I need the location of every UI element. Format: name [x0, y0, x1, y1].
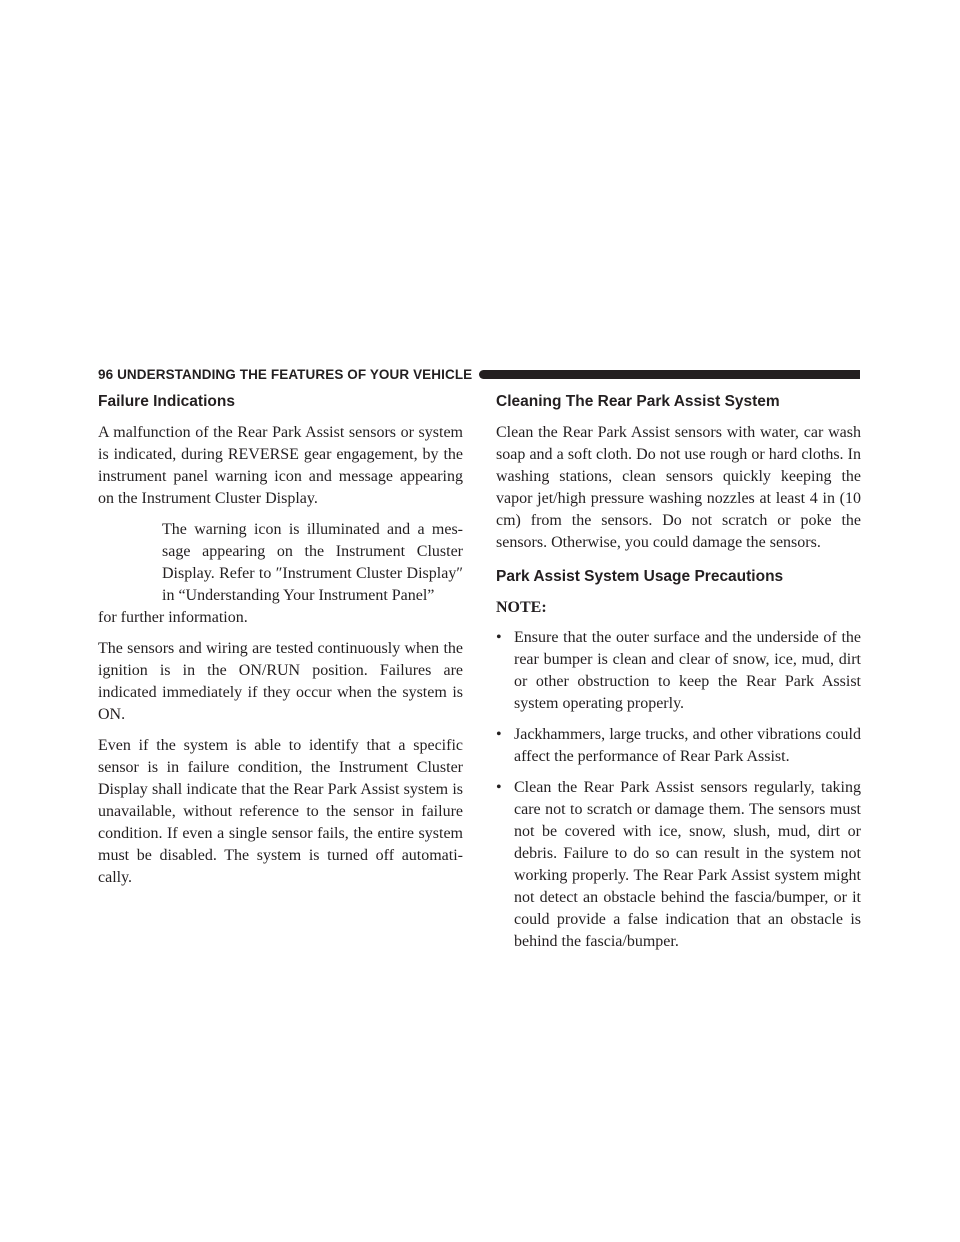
left-column [98, 392, 463, 898]
warning-icon-text-tail: for further information. [98, 609, 248, 626]
paragraph-warning-icon [98, 519, 463, 629]
list-item-text: Jackhammers, large trucks, and other vibrations could affect the performance of Rear Park Assist. [514, 726, 861, 765]
bullet-icon: • [496, 629, 502, 646]
warning-icon-text: The warning icon is illuminated and a mes-sage appearing on the Instrument Cluster Display. Refer to ″Instrument Cluster Display″ in “Understanding Your Instrument Panel” [162, 521, 463, 604]
list-item-text: Clean the Rear Park Assist sensors regularly, taking care not to scratch or damage them. The sensors must not be covered with ice, snow, slush, mud, dirt or debris. Failure to do so can result in the system not working properly. The Rear Park Assist system might not detect an obstacle behind the fascia/bumper, or it could provide a false indication that an obstacle is behind the fascia/bumper. [514, 779, 861, 950]
list-item [496, 627, 861, 715]
section-heading-cleaning: Cleaning The Rear Park Assist System [496, 393, 780, 410]
page-header [98, 364, 860, 384]
header-rule [479, 370, 860, 379]
paragraph-sensor-failure: Even if the system is able to identify that a specific sensor is in failure condition, the Instrument Cluster Display shall indicate that the Rear Park Assist system is unavailable, without reference to the sensor in failure condition. If even a single sensor fails, the entire system must be disabled. The system is turned off automati-cally. [98, 737, 463, 886]
paragraph-malfunction: A malfunction of the Rear Park Assist sensors or system is indicated, during REVERSE gear engagement, by the instrument panel warning icon and message appearing on the Instrument Cluster Display. [98, 424, 463, 507]
precautions-list [496, 627, 861, 953]
bullet-icon: • [496, 779, 502, 796]
section-heading-precautions: Park Assist System Usage Precautions [496, 568, 784, 585]
page-header-text: 96 UNDERSTANDING THE FEATURES OF YOUR VEHICLE [98, 366, 473, 382]
list-item [496, 724, 861, 768]
paragraph-sensors-tested: The sensors and wiring are tested continuously when the ignition is in the ON/RUN position. Failures are indicated immediately if they occur when the system is ON. [98, 640, 463, 723]
paragraph-cleaning: Clean the Rear Park Assist sensors with water, car wash soap and a soft cloth. Do not use rough or hard cloths. In washing stations, clean sensors quickly keeping the vapor jet/high pressure washing nozzles at least 4 in (10 cm) from the sensors. Do not scratch or poke the sensors. Otherwise, you could damage the sensors. [496, 424, 861, 551]
list-item [496, 777, 861, 953]
note-label: NOTE: [496, 599, 547, 616]
list-item-text: Ensure that the outer surface and the underside of the rear bumper is clean and clear of snow, ice, mud, dirt or other obstruction to keep the Rear Park Assist system operating properly. [514, 629, 861, 712]
bullet-icon: • [496, 726, 502, 743]
right-column [496, 392, 861, 962]
section-heading-failure-indications: Failure Indications [98, 393, 235, 410]
